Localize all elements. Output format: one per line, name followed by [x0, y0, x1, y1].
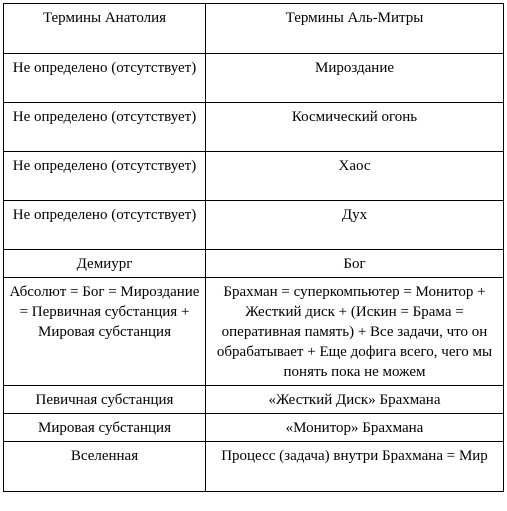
almitra-term-cell: Мироздание [206, 54, 504, 103]
table-row [4, 103, 504, 152]
anatoly-term-cell: Вселенная [4, 442, 206, 492]
almitra-term-cell: Космический огонь [206, 103, 504, 152]
table-row [4, 386, 504, 414]
anatoly-term-cell: Не определено (отсутствует) [4, 103, 206, 152]
anatoly-term-cell: Абсолют = Бог = Мироздание = Первичная субстанция + Мировая субстанция [4, 278, 206, 386]
table-row [4, 201, 504, 250]
table-row [4, 278, 504, 386]
table-row [4, 442, 504, 492]
anatoly-term-cell: Не определено (отсутствует) [4, 201, 206, 250]
anatoly-term-cell: Не определено (отсутствует) [4, 54, 206, 103]
table-row [4, 54, 504, 103]
anatoly-term-cell: Демиург [4, 250, 206, 278]
table-row [4, 250, 504, 278]
almitra-term-cell: «Монитор» Брахмана [206, 414, 504, 442]
almitra-term-cell: Процесс (задача) внутри Брахмана = Мир [206, 442, 504, 492]
almitra-term-cell: «Жесткий Диск» Брахмана [206, 386, 504, 414]
almitra-term-cell: Брахман = суперкомпьютер = Монитор + Жесткий диск + (Искин = Брама = оперативная память) + Все задачи, что он обрабатывает + Еще дофига всего, чего мы понять пока не можем [206, 278, 504, 386]
anatoly-term-cell: Мировая субстанция [4, 414, 206, 442]
header-anatoly-terms: Термины Анатолия [4, 4, 206, 54]
almitra-term-cell: Хаос [206, 152, 504, 201]
header-almitra-terms: Термины Аль-Митры [206, 4, 504, 54]
table-header-row [4, 4, 504, 54]
table-row [4, 414, 504, 442]
almitra-term-cell: Бог [206, 250, 504, 278]
anatoly-term-cell: Не определено (отсутствует) [4, 152, 206, 201]
anatoly-term-cell: Певичная субстанция [4, 386, 206, 414]
terms-table [3, 3, 504, 492]
almitra-term-cell: Дух [206, 201, 504, 250]
table-row [4, 152, 504, 201]
